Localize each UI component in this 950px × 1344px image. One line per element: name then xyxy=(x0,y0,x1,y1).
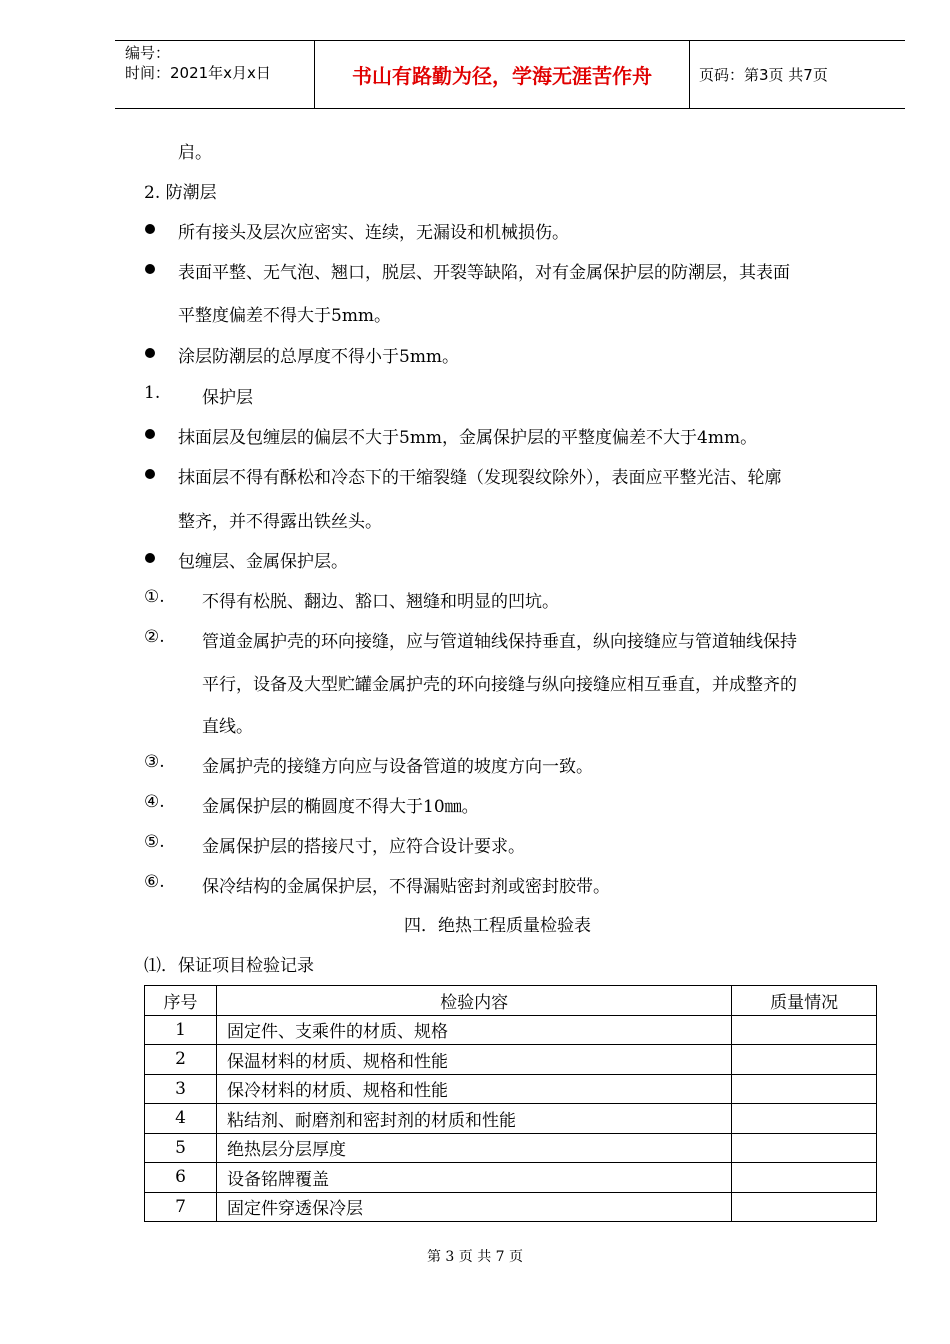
row-quality[interactable] xyxy=(732,1015,877,1045)
numbered-text: 保冷结构的金属保护层，不得漏贴密封剂或密封胶带。 xyxy=(202,877,610,897)
column-header-index: 序号 xyxy=(145,986,217,1016)
bullet-icon xyxy=(145,348,155,358)
numbered-text-continued: 直线。 xyxy=(202,717,253,737)
table-caption: ⑴．保证项目检验记录 xyxy=(144,956,314,976)
row-quality[interactable] xyxy=(732,1074,877,1104)
bullet-text-continued: 整齐，并不得露出铁丝头。 xyxy=(178,512,382,532)
row-index: 7 xyxy=(145,1192,217,1222)
row-content: 保温材料的材质、规格和性能 xyxy=(217,1045,732,1075)
row-quality[interactable] xyxy=(732,1104,877,1134)
numbered-marker: ⑤. xyxy=(144,832,165,852)
row-content: 绝热层分层厚度 xyxy=(217,1133,732,1163)
bullet-text: 所有接头及层次应密实、连续，无漏设和机械损伤。 xyxy=(178,223,569,243)
row-index: 2 xyxy=(145,1045,217,1075)
inspection-table xyxy=(144,985,877,1222)
numbered-marker: ①. xyxy=(144,587,165,607)
number-label: 编号： xyxy=(125,44,171,62)
table-row xyxy=(145,1133,877,1163)
table-row xyxy=(145,1074,877,1104)
table-row xyxy=(145,1104,877,1134)
header-page-number: 页码：第3页 共7页 xyxy=(699,66,828,84)
numbered-marker: ④. xyxy=(144,792,165,812)
page-footer: 第 3 页 共 7 页 xyxy=(426,1249,524,1265)
time-label: 时间：2021年x月x日 xyxy=(125,64,271,82)
text-line: 启。 xyxy=(178,143,212,163)
header-meta xyxy=(115,41,315,108)
section-number: 1. xyxy=(144,383,161,403)
section-title: 四．绝热工程质量检验表 xyxy=(404,916,591,936)
column-header-content: 检验内容 xyxy=(217,986,732,1016)
row-quality[interactable] xyxy=(732,1163,877,1193)
row-content: 固定件、支乘件的材质、规格 xyxy=(217,1015,732,1045)
numbered-text: 不得有松脱、翻边、豁口、翘缝和明显的凹坑。 xyxy=(202,592,559,612)
numbered-text: 金属护壳的接缝方向应与设备管道的坡度方向一致。 xyxy=(202,757,593,777)
numbered-marker: ③. xyxy=(144,752,165,772)
header-motto: 书山有路勤为径，学海无涯苦作舟 xyxy=(315,41,690,108)
column-header-quality: 质量情况 xyxy=(732,986,877,1016)
table-row xyxy=(145,1045,877,1075)
bullet-text: 抹面层及包缠层的偏层不大于5mm，金属保护层的平整度偏差不大于4mm。 xyxy=(178,428,758,448)
numbered-marker: ②. xyxy=(144,627,165,647)
bullet-icon xyxy=(145,224,155,234)
section-heading: 2. 防潮层 xyxy=(144,183,217,203)
bullet-icon xyxy=(145,429,155,439)
page-header xyxy=(115,40,905,109)
row-index: 3 xyxy=(145,1074,217,1104)
row-quality[interactable] xyxy=(732,1133,877,1163)
row-quality[interactable] xyxy=(732,1192,877,1222)
bullet-text: 抹面层不得有酥松和冷态下的干缩裂缝（发现裂纹除外），表面应平整光洁、轮廓 xyxy=(178,468,782,488)
bullet-text-continued: 平整度偏差不得大于5mm。 xyxy=(178,306,392,326)
numbered-text: 金属保护层的椭圆度不得大于10㎜。 xyxy=(202,797,479,817)
row-index: 6 xyxy=(145,1163,217,1193)
table-row xyxy=(145,1192,877,1222)
table-header-row xyxy=(145,986,877,1016)
table-row xyxy=(145,1015,877,1045)
bullet-icon xyxy=(145,469,155,479)
numbered-text: 管道金属护壳的环向接缝，应与管道轴线保持垂直，纵向接缝应与管道轴线保持 xyxy=(202,632,797,652)
bullet-text: 包缠层、金属保护层。 xyxy=(178,552,348,572)
row-index: 4 xyxy=(145,1104,217,1134)
section-heading: 保护层 xyxy=(202,388,253,408)
bullet-text: 表面平整、无气泡、翘口，脱层、开裂等缺陷，对有金属保护层的防潮层，其表面 xyxy=(178,263,790,283)
bullet-icon xyxy=(145,553,155,563)
numbered-text-continued: 平行，设备及大型贮罐金属护壳的环向接缝与纵向接缝应相互垂直，并成整齐的 xyxy=(202,675,797,695)
row-content: 设备铭牌覆盖 xyxy=(217,1163,732,1193)
bullet-text: 涂层防潮层的总厚度不得小于5mm。 xyxy=(178,347,460,367)
row-content: 固定件穿透保冷层 xyxy=(217,1192,732,1222)
table-row xyxy=(145,1163,877,1193)
row-content: 保冷材料的材质、规格和性能 xyxy=(217,1074,732,1104)
row-content: 粘结剂、耐磨剂和密封剂的材质和性能 xyxy=(217,1104,732,1134)
numbered-marker: ⑥. xyxy=(144,872,165,892)
row-index: 5 xyxy=(145,1133,217,1163)
row-quality[interactable] xyxy=(732,1045,877,1075)
bullet-icon xyxy=(145,264,155,274)
row-index: 1 xyxy=(145,1015,217,1045)
numbered-text: 金属保护层的搭接尺寸，应符合设计要求。 xyxy=(202,837,525,857)
